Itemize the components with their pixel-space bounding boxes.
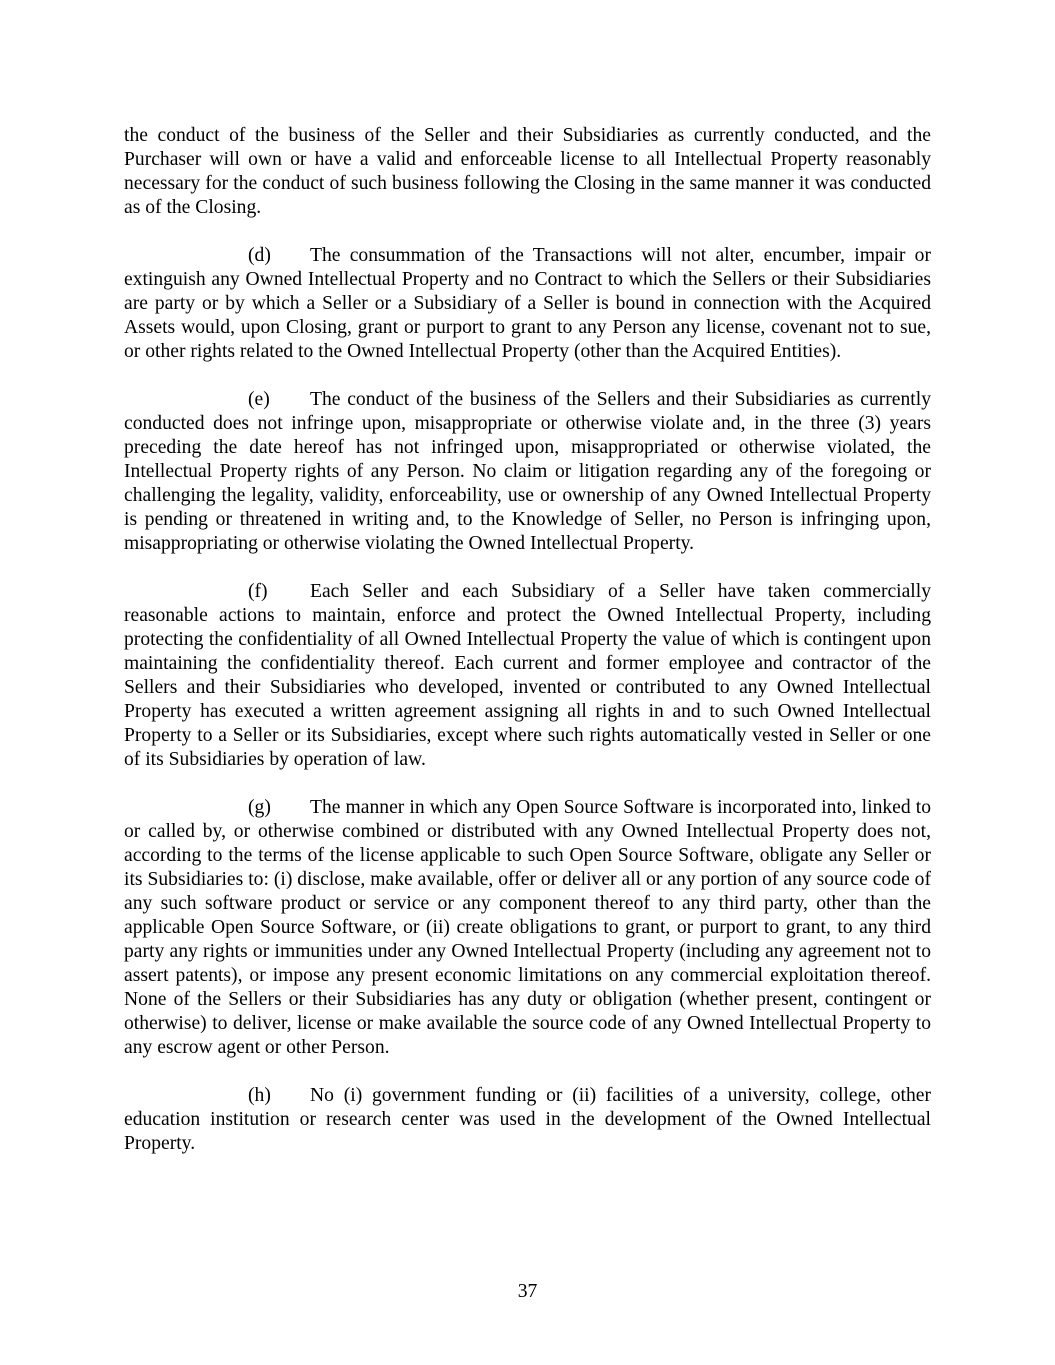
paragraph-text: the conduct of the business of the Seller and their Subsidiaries as currently conducted, and the Purchaser will own or have a valid and enforceable license to all Intellectual Property reasonably necessary for the conduct of such business following the Closing in the same manner it was conducted as of the Closing. — [124, 125, 931, 218]
paragraph-text: The conduct of the business of the Sellers and their Subsidiaries as currently conducted does not infringe upon, misappropriate or otherwise violate and, in the three (3) years preceding the date hereof has not infringed upon, misappropriated or otherwise violated, the Intellectual Property rights of any Person. No claim or litigation regarding any of the foregoing or challenging the legality, validity, enforceability, use or ownership of any Owned Intellectual Property is pending or threatened in writing and, to the Knowledge of Seller, no Person is infringing upon, misappropriating or otherwise violating the Owned Intellectual Property. — [124, 389, 931, 554]
paragraph-text: Each Seller and each Subsidiary of a Seller have taken commercially reasonable actions to maintain, enforce and protect the Owned Intellectual Property, including protecting the confidentiality of all Owned Intellectual Property the value of which is contingent upon maintaining the confidentiality thereof. Each current and former employee and contractor of the Sellers and their Subsidiaries who developed, invented or contributed to any Owned Intellectual Property has executed a written agreement assigning all rights in and to such Owned Intellectual Property to a Seller or its Subsidiaries, except where such rights automatically vested in Seller or one of its Subsidiaries by operation of law. — [124, 581, 931, 770]
paragraph-g — [124, 796, 931, 1060]
paragraph-f — [124, 580, 931, 772]
paragraph-e — [124, 388, 931, 556]
paragraph-text: No (i) government funding or (ii) facilities of a university, college, other education institution or research center was used in the development of the Owned Intellectual Property. — [124, 1085, 931, 1154]
paragraph-h — [124, 1084, 931, 1156]
page-number: 37 — [517, 1281, 538, 1302]
paragraph-text: The consummation of the Transactions will not alter, encumber, impair or extinguish any Owned Intellectual Property and no Contract to which the Sellers or their Subsidiaries are party or by which a Seller or a Subsidiary of a Seller is bound in connection with the Acquired Assets would, upon Closing, grant or purport to grant to any Person any license, covenant not to sue, or other rights related to the Owned Intellectual Property (other than the Acquired Entities). — [124, 245, 931, 362]
paragraph-marker: (f) — [248, 581, 268, 602]
paragraph-marker: (h) — [248, 1085, 271, 1106]
paragraph-text: The manner in which any Open Source Software is incorporated into, linked to or called by, or otherwise combined or distributed with any Owned Intellectual Property does not, according to the terms of the license applicable to such Open Source Software, obligate any Seller or its Subsidiaries to: (i) disclose, make available, offer or deliver all or any portion of any source code of any such software product or service or any component thereof to any third party, other than the applicable Open Source Software, or (ii) create obligations to grant, or purport to grant, to any third party any rights or immunities under any Owned Intellectual Property (including any agreement not to assert patents), or impose any present economic limitations on any commercial exploitation thereof. None of the Sellers or their Subsidiaries has any duty or obligation (whether present, contingent or otherwise) to deliver, license or make available the source code of any Owned Intellectual Property to any escrow agent or other Person. — [124, 797, 931, 1058]
document-body — [124, 124, 931, 1180]
paragraph-marker: (e) — [248, 389, 270, 410]
paragraph-d — [124, 244, 931, 364]
paragraph-continuation — [124, 124, 931, 220]
paragraph-marker: (g) — [248, 797, 271, 818]
paragraph-marker: (d) — [248, 245, 271, 266]
